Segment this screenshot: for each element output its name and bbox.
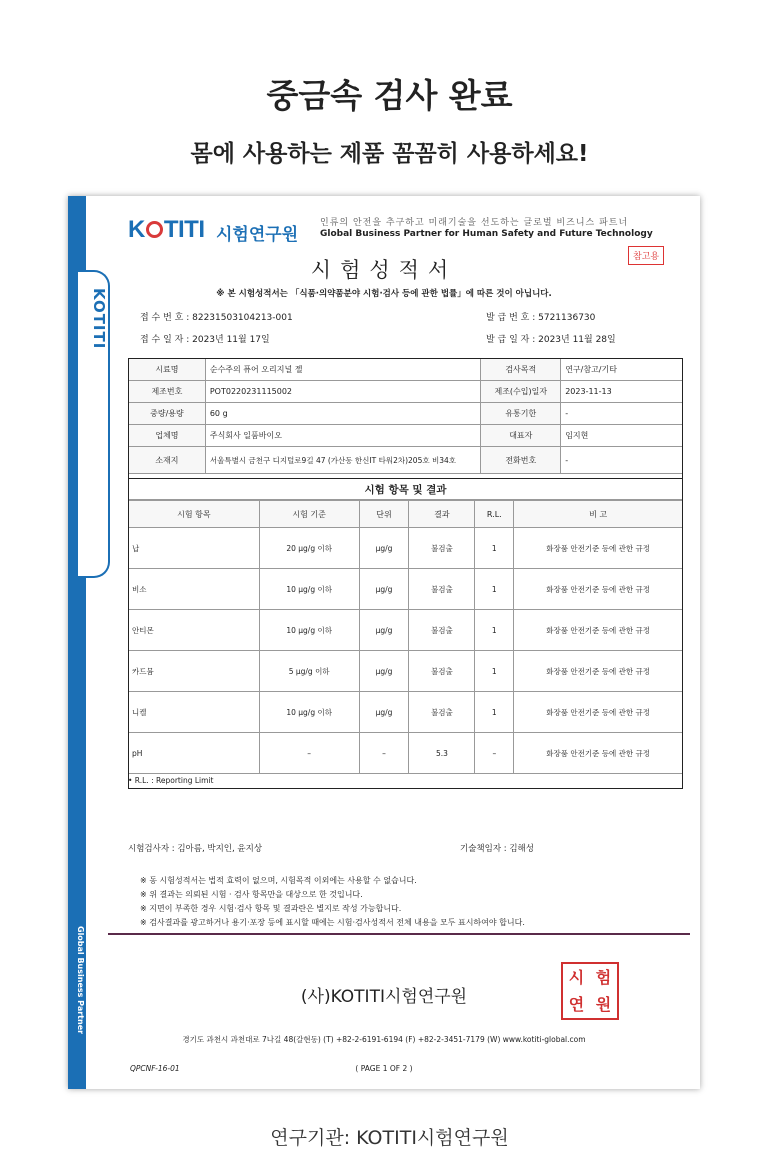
- footer-address: 경기도 과천시 과천대로 7나길 48(갈현동) (T) +82-2-6191-6194 (F) +82-2-3451-7179 (W) www.kotiti-global.com: [182, 1035, 586, 1044]
- seal-char: 연: [568, 995, 585, 1014]
- result-unit: μg/g: [359, 651, 409, 692]
- result-standard: 20 μg/g 이하: [259, 528, 359, 569]
- result-note: 화장품 안전기준 등에 관한 규정: [514, 651, 683, 692]
- form-code: QPCNF-16-01: [130, 1064, 180, 1073]
- column-header: 단위: [359, 501, 409, 528]
- table-row: [129, 651, 683, 692]
- results-section-title: 시험 항목 및 결과: [128, 478, 683, 500]
- info-label: 제조번호: [129, 381, 206, 403]
- info-label: 검사목적: [481, 359, 561, 381]
- document-title: 시험성적서: [310, 258, 458, 282]
- sample-info-table: [128, 358, 683, 474]
- result-standard: –: [259, 733, 359, 774]
- organization-name: (사)KOTITI시험연구원: [300, 987, 468, 1007]
- seal-char: 시: [568, 968, 585, 987]
- logo-rest: TITI: [163, 216, 205, 243]
- info-label: 업체명: [129, 425, 206, 447]
- test-report-document: [68, 196, 700, 1089]
- page-title: 중금속 검사 완료: [266, 76, 513, 115]
- result-standard: 5 μg/g 이하: [259, 651, 359, 692]
- result-value: 불검출: [409, 651, 475, 692]
- table-row: [129, 403, 683, 425]
- table-row: [129, 425, 683, 447]
- result-unit: μg/g: [359, 528, 409, 569]
- info-value: 임지현: [561, 425, 683, 447]
- receipt-date: 접 수 일 자 : 2023년 11월 17일: [140, 335, 270, 345]
- tagline-english: Global Business Partner for Human Safety and Future Technology: [320, 229, 653, 239]
- page-subtitle: 몸에 사용하는 제품 꼼꼼히 사용하세요!: [190, 141, 589, 167]
- notice-line: ※ 검사결과를 광고하거나 용기·포장 등에 표시할 때에는 시험·검사성적서 전체 내용을 모두 표시하여야 합니다.: [140, 918, 525, 927]
- notices: [140, 874, 525, 930]
- issue-number: 발 급 번 호 : 5721136730: [486, 313, 596, 323]
- technical-manager: 기술책임자 : 김해성: [460, 844, 534, 854]
- info-value: 연구/참고/기타: [561, 359, 683, 381]
- result-value: 불검출: [409, 569, 475, 610]
- info-value: 2023-11-13: [561, 381, 683, 403]
- result-note: 화장품 안전기준 등에 관한 규정: [514, 610, 683, 651]
- testers: 시험검사자 : 김아름, 박지인, 윤지상: [128, 844, 263, 854]
- result-value: 불검출: [409, 610, 475, 651]
- seal-char: 원: [595, 995, 612, 1014]
- seal-char: 험: [595, 968, 612, 987]
- law-notice: ※ 본 시험성적서는 「식품·의약품분야 시험·검사 등에 관한 법률」에 따른 것이 아닙니다.: [216, 289, 552, 299]
- info-value: POT0220231115002: [205, 381, 481, 403]
- result-rl: 1: [475, 692, 514, 733]
- table-row: [129, 733, 683, 774]
- logo-k: K: [128, 216, 145, 243]
- result-value: 불검출: [409, 528, 475, 569]
- result-unit: μg/g: [359, 692, 409, 733]
- side-strip-text: Global Business Partner: [76, 926, 85, 1035]
- result-rl: 1: [475, 528, 514, 569]
- table-row: [129, 447, 683, 474]
- kotiti-logo: [128, 216, 205, 244]
- result-unit: μg/g: [359, 610, 409, 651]
- info-label: 소재지: [129, 447, 206, 474]
- divider: [108, 933, 690, 935]
- column-header: 시험 기준: [259, 501, 359, 528]
- info-label: 중량/용량: [129, 403, 206, 425]
- result-standard: 10 μg/g 이하: [259, 569, 359, 610]
- issue-date: 발 급 일 자 : 2023년 11월 28일: [486, 335, 616, 345]
- table-row: [129, 610, 683, 651]
- results-table: [128, 500, 683, 774]
- receipt-number: 접 수 번 호 : 82231503104213-001: [140, 313, 293, 323]
- rl-footnote: • R.L. : Reporting Limit: [128, 776, 214, 785]
- column-header: 시험 항목: [129, 501, 260, 528]
- result-rl: 1: [475, 610, 514, 651]
- info-label: 시료명: [129, 359, 206, 381]
- logo-korean: 시험연구원: [216, 225, 299, 245]
- result-item: 비소: [129, 569, 260, 610]
- table-row: [129, 528, 683, 569]
- result-standard: 10 μg/g 이하: [259, 610, 359, 651]
- table-row: [129, 381, 683, 403]
- result-unit: –: [359, 733, 409, 774]
- info-value: 서울특별시 금천구 디지털로9길 47 (가산동 한신IT 타워2차)205호 비34호: [205, 447, 481, 474]
- logo-o-ring-icon: [146, 221, 163, 238]
- info-value: 순수주의 퓨어 오리지널 젤: [205, 359, 481, 381]
- info-value: -: [561, 447, 683, 474]
- result-note: 화장품 안전기준 등에 관한 규정: [514, 692, 683, 733]
- info-value: 60 g: [205, 403, 481, 425]
- result-value: 5.3: [409, 733, 475, 774]
- result-note: 화장품 안전기준 등에 관한 규정: [514, 733, 683, 774]
- result-item: 안티몬: [129, 610, 260, 651]
- notice-line: ※ 동 시험성적서는 법적 효력이 없으며, 시험목적 이외에는 사용할 수 없습니다.: [140, 876, 417, 885]
- table-row: [129, 359, 683, 381]
- column-header: R.L.: [475, 501, 514, 528]
- notice-line: ※ 지면이 부족한 경우 시험·검사 항목 및 결과란은 별지로 작성 가능합니다.: [140, 904, 402, 913]
- result-unit: μg/g: [359, 569, 409, 610]
- result-item: 카드뮴: [129, 651, 260, 692]
- reference-badge: 참고용: [628, 246, 664, 265]
- result-item: 납: [129, 528, 260, 569]
- result-note: 화장품 안전기준 등에 관한 규정: [514, 528, 683, 569]
- result-value: 불검출: [409, 692, 475, 733]
- notice-line: ※ 위 결과는 의뢰된 시험 · 검사 항목만을 대상으로 한 것입니다.: [140, 890, 363, 899]
- column-header: 비 고: [514, 501, 683, 528]
- table-row: [129, 692, 683, 733]
- info-label: 전화번호: [481, 447, 561, 474]
- research-institute-caption: 연구기관: KOTITI시험연구원: [270, 1127, 509, 1149]
- result-item: pH: [129, 733, 260, 774]
- result-rl: 1: [475, 569, 514, 610]
- side-tab-logo: KOTITI: [90, 288, 108, 350]
- result-rl: 1: [475, 651, 514, 692]
- tagline-korean: 인류의 안전을 추구하고 미래기술을 선도하는 글로벌 비즈니스 파트너: [320, 218, 629, 228]
- page-number: ( PAGE 1 OF 2 ): [355, 1064, 413, 1073]
- info-label: 대표자: [481, 425, 561, 447]
- official-seal-stamp: [561, 962, 619, 1020]
- info-label: 제조(수입)일자: [481, 381, 561, 403]
- table-header-row: [129, 501, 683, 528]
- result-item: 니켈: [129, 692, 260, 733]
- table-row: [129, 569, 683, 610]
- result-standard: 10 μg/g 이하: [259, 692, 359, 733]
- info-value: 주식회사 일품바이오: [205, 425, 481, 447]
- result-note: 화장품 안전기준 등에 관한 규정: [514, 569, 683, 610]
- info-label: 유통기한: [481, 403, 561, 425]
- result-rl: –: [475, 733, 514, 774]
- column-header: 결과: [409, 501, 475, 528]
- info-value: -: [561, 403, 683, 425]
